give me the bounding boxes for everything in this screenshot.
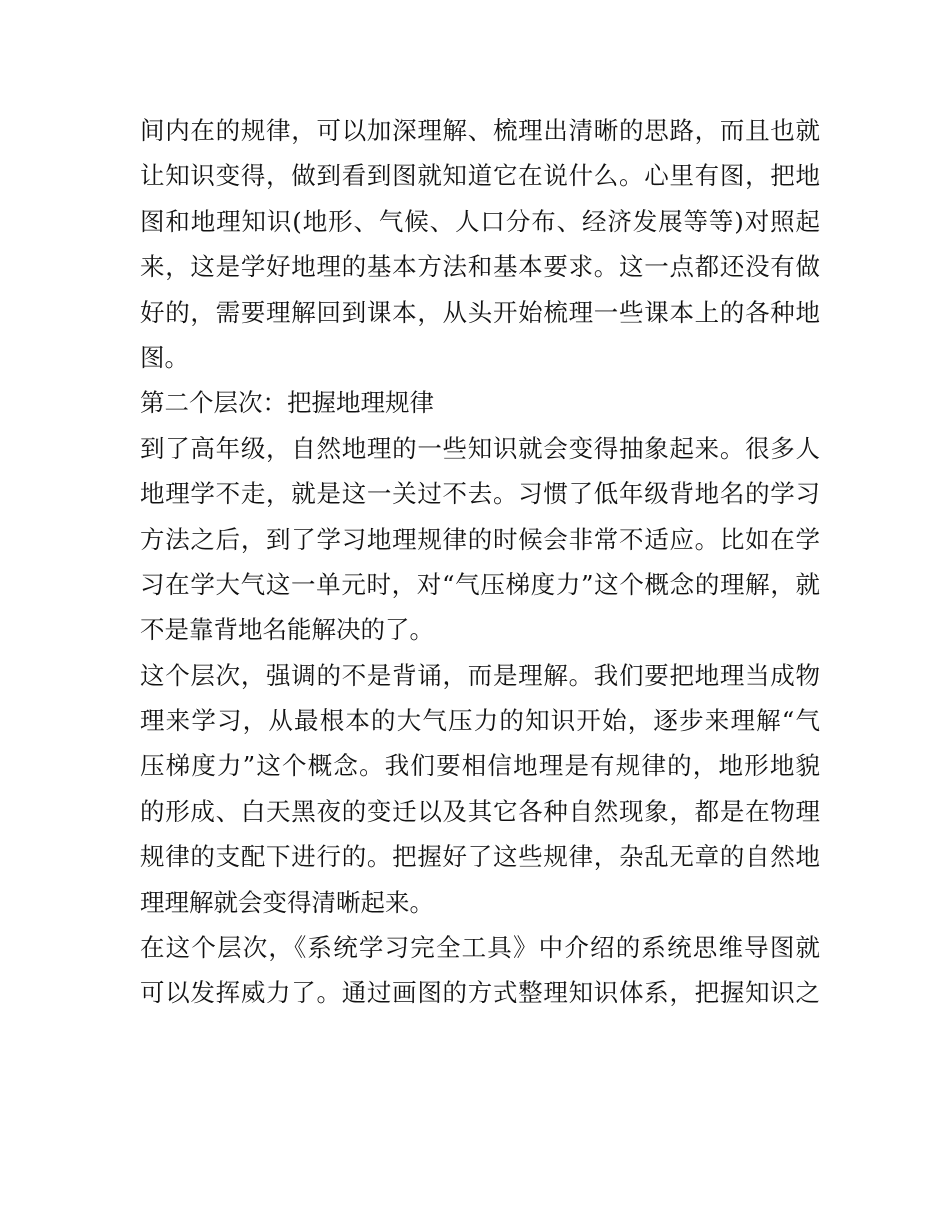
text-line: 这个层次，强调的不是背诵，而是理解。我们要把地理当成物 xyxy=(140,660,820,690)
text-line: 不是靠背地名能解决的了。 xyxy=(140,615,434,645)
text-line: 图和地理知识(地形、气候、人口分布、经济发展等等)对照起 xyxy=(140,206,820,236)
text-line: 理理解就会变得清晰起来。 xyxy=(140,887,434,917)
text-line: 理来学习，从最根本的大气压力的知识开始，逐步来理解“气 xyxy=(140,706,820,736)
text-line: 压梯度力”这个概念。我们要相信地理是有规律的，地形地貌 xyxy=(140,751,820,781)
text-line: 来，这是学好地理的基本方法和基本要求。这一点都还没有做 xyxy=(140,252,820,282)
document-body xyxy=(140,108,820,1016)
text-line: 图。 xyxy=(140,342,189,372)
text-line: 规律的支配下进行的。把握好了这些规律，杂乱无章的自然地 xyxy=(140,842,820,872)
text-line: 好的，需要理解回到课本，从头开始梳理一些课本上的各种地 xyxy=(140,297,820,327)
text-line: 习在学大气这一单元时，对“气压梯度力”这个概念的理解，就 xyxy=(140,569,820,599)
text-line: 地理学不走，就是这一关过不去。习惯了低年级背地名的学习 xyxy=(140,479,820,509)
text-line: 间内在的规律，可以加深理解、梳理出清晰的思路，而且也就 xyxy=(140,116,820,145)
text-line: 的形成、白天黑夜的变迁以及其它各种自然现象，都是在物理 xyxy=(140,796,820,826)
text-line: 方法之后，到了学习地理规律的时候会非常不适应。比如在学 xyxy=(140,524,820,554)
text-line: 第二个层次：把握地理规律 xyxy=(140,388,434,418)
text-line: 到了高年级，自然地理的一些知识就会变得抽象起来。很多人 xyxy=(140,433,820,463)
text-line: 在这个层次，《系统学习完全工具》中介绍的系统思维导图就 xyxy=(140,933,820,963)
text-line: 可以发挥威力了。通过画图的方式整理知识体系，把握知识之 xyxy=(140,978,820,1008)
text-line: 让知识变得，做到看到图就知道它在说什么。心里有图，把地 xyxy=(140,161,820,191)
